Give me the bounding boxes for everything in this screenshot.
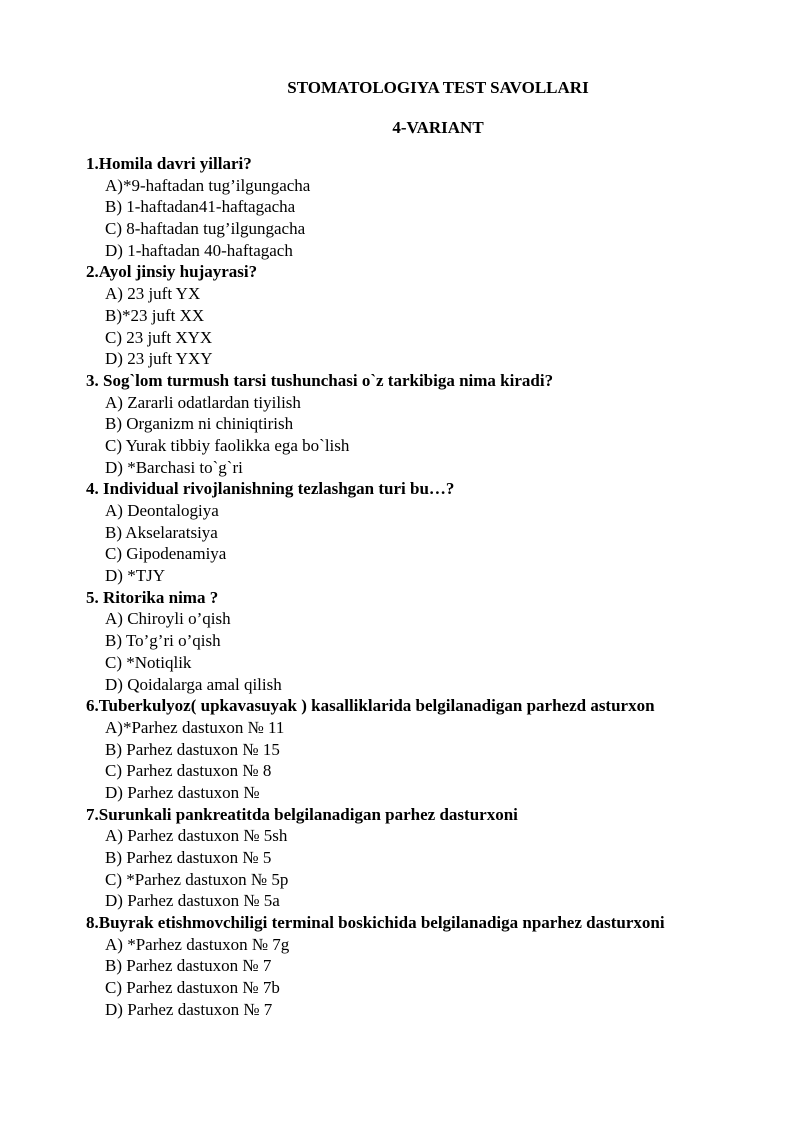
question-block: [86, 370, 786, 478]
question-list: [86, 153, 786, 1021]
answer-option: C) Parhez dastuxon № 7b: [105, 978, 280, 998]
answer-option: B) 1-haftadan41-haftagacha: [105, 197, 296, 217]
question-text: 4. Individual rivojlanishning tezlashgan turi bu…?: [86, 479, 455, 499]
answer-list: [86, 934, 786, 1021]
question-block: [86, 261, 786, 369]
answer-option: B) Organizm ni chiniqtirish: [105, 414, 294, 434]
answer-option: D) 23 juft YXY: [105, 349, 213, 369]
answer-option: C) 23 juft XYX: [105, 327, 213, 347]
answer-option: A)*9-haftadan tug’ilgungacha: [105, 175, 311, 195]
answer-option: C) *Notiqlik: [105, 652, 192, 672]
answer-option: D) *TJY: [105, 566, 165, 586]
question-text: 1.Homila davri yillari?: [86, 154, 252, 173]
question-block: [86, 695, 786, 803]
question-block: [86, 153, 786, 261]
answer-list: [86, 717, 786, 804]
answer-list: [86, 500, 786, 587]
answer-option: A) *Parhez dastuxon № 7g: [105, 934, 290, 954]
answer-option: D) Parhez dastuxon №: [105, 782, 260, 802]
answer-option: C) Parhez dastuxon № 8: [105, 761, 272, 781]
answer-list: [86, 392, 786, 479]
question-block: [86, 478, 786, 586]
answer-option: A) Zararli odatlardan tiyilish: [105, 392, 301, 412]
question-text: 2.Ayol jinsiy hujayrasi?: [86, 262, 258, 282]
answer-option: D) 1-haftadan 40-haftagach: [105, 240, 293, 260]
answer-option: B) To’g’ri o’qish: [105, 631, 221, 651]
question-block: [86, 804, 786, 912]
question-text: 8.Buyrak etishmovchiligi terminal boskichida belgilanadiga nparhez dasturxoni: [86, 913, 665, 933]
question-block: [86, 587, 786, 695]
answer-option: B) Parhez dastuxon № 5: [105, 848, 272, 867]
answer-option: D) Parhez dastuxon № 7: [105, 999, 273, 1019]
answer-option: A)*Parhez dastuxon № 11: [105, 717, 285, 737]
answer-option: C) 8-haftadan tug’ilgungacha: [105, 219, 306, 239]
answer-option: B) Akselaratsiya: [105, 522, 218, 542]
answer-option: C) *Parhez dastuxon № 5p: [105, 869, 289, 889]
question-text: 5. Ritorika nima ?: [86, 587, 219, 607]
question-block: [86, 912, 786, 1020]
answer-option: B) Parhez dastuxon № 7: [105, 956, 272, 976]
answer-option: A) 23 juft YX: [105, 284, 201, 304]
question-text: 7.Surunkali pankreatitda belgilanadigan parhez dasturxoni: [86, 804, 518, 824]
answer-option: D) Parhez dastuxon № 5a: [105, 891, 280, 911]
variant-heading: 4-VARIANT: [392, 118, 484, 137]
answer-option: C) Gipodenamiya: [105, 544, 227, 564]
answer-option: B) Parhez dastuxon № 15: [105, 739, 280, 759]
answer-option: A) Parhez dastuxon № 5sh: [105, 826, 288, 846]
answer-option: D) Qoidalarga amal qilish: [105, 674, 282, 694]
question-text: 3. Sog`lom turmush tarsi tushunchasi o`z tarkibiga nima kiradi?: [86, 370, 554, 390]
answer-option: C) Yurak tibbiy faolikka ega bo`lish: [105, 435, 350, 455]
answer-list: [86, 283, 786, 370]
question-text: 6.Tuberkulyoz( upkavasuyak ) kasalliklarida belgilanadigan parhezd asturxon: [86, 696, 655, 716]
answer-option: A) Chiroyli o’qish: [105, 609, 231, 629]
answer-list: [86, 175, 786, 262]
answer-list: [86, 825, 786, 912]
answer-option: A) Deontalogiya: [105, 501, 219, 520]
answer-list: [86, 608, 786, 695]
answer-option: B)*23 juft XX: [105, 305, 205, 325]
document-title: STOMATOLOGIYA TEST SAVOLLARI: [287, 78, 589, 97]
answer-option: D) *Barchasi to`g`ri: [105, 457, 243, 477]
